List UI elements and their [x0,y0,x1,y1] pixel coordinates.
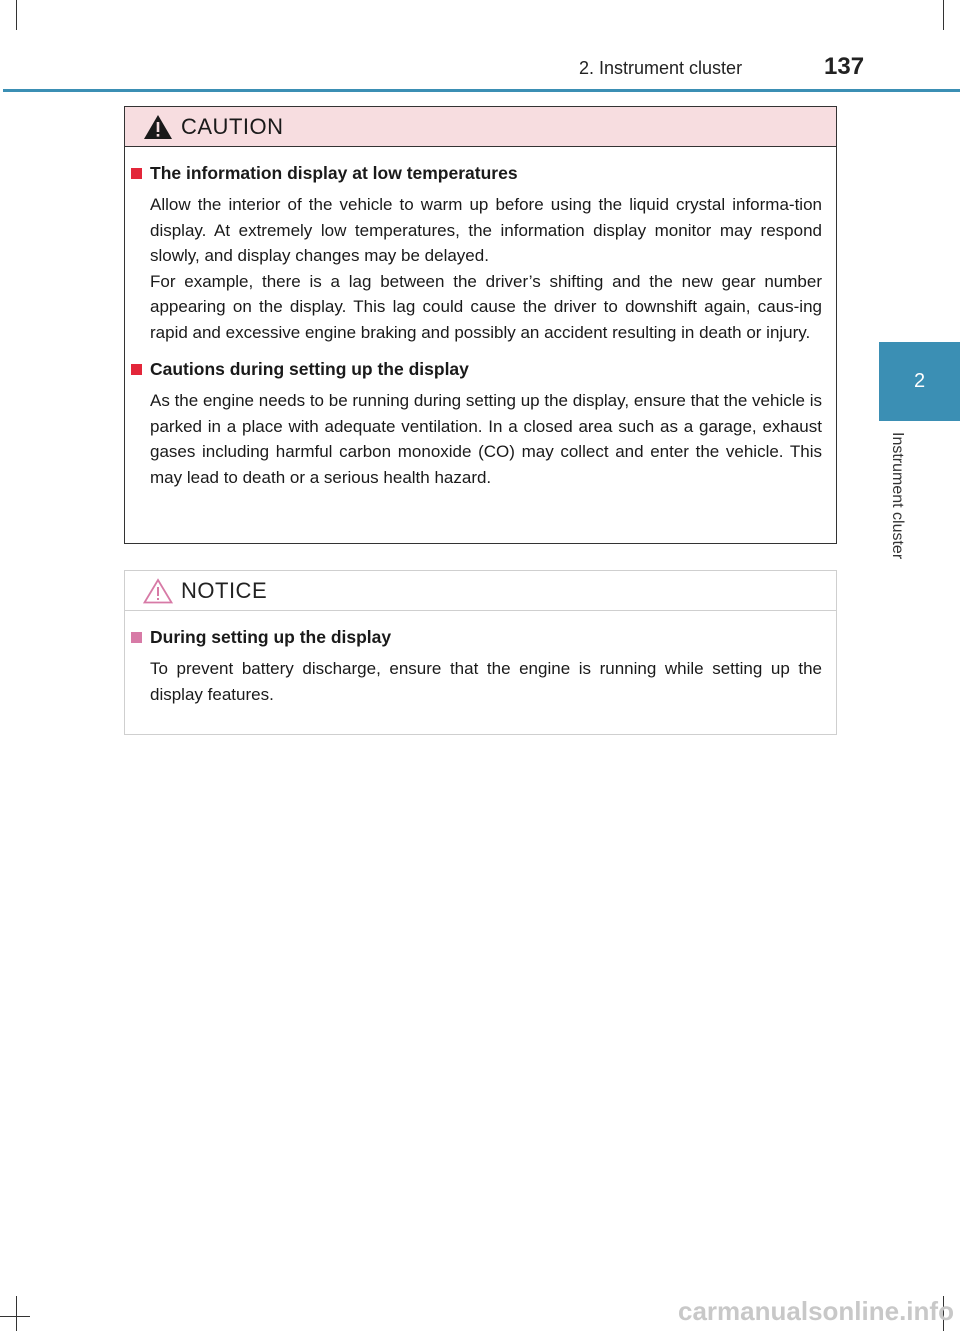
notice-box [124,570,837,735]
chapter-label: Instrument cluster [889,432,906,560]
caution-heading: CAUTION [181,113,284,139]
square-bullet-icon [131,168,142,179]
caution-item-title [131,359,822,380]
warning-triangle-icon [143,114,173,140]
chapter-tab [879,342,960,421]
warning-triangle-outline-icon [143,578,173,604]
notice-item-text [150,656,822,707]
notice-body [125,611,836,707]
notice-item-title-text: During setting up the display [150,627,392,647]
notice-item [131,627,822,707]
caution-item-text [150,388,822,490]
caution-box [124,106,837,544]
watermark: carmanualsonline.info [678,1296,954,1326]
caution-item-title-text: The information display at low temperatures [150,163,518,183]
paragraph: For example, there is a lag between the driver’s shifting and the new gear number appearing on the display. This lag could cause the driver to downshift again, caus-ing rapid and excessive engine braking and possibly an accident resulting in death or injury. [150,271,822,342]
square-bullet-icon [131,632,142,643]
caution-item [131,163,822,345]
notice-heading: NOTICE [181,577,268,603]
square-bullet-icon [131,364,142,375]
caution-item-text [150,192,822,345]
page-number: 137 [824,53,865,80]
paragraph: As the engine needs to be running during setting up the display, ensure that the vehicle is parked in a place with adequate ventilation. In a closed area such as a garage, exhaust gases including harmful carbon monoxide (CO) may collect and enter the vehicle. This may lead to death or a serious health hazard. [150,391,822,487]
header-rule [3,89,960,92]
caution-item [131,359,822,490]
chapter-number: 2 [913,370,926,392]
notice-header [125,571,836,611]
crop-mark [16,1296,17,1331]
crop-mark [16,0,17,30]
caution-item-title [131,163,822,184]
paragraph: Allow the interior of the vehicle to warm up before using the liquid crystal informa-tion display. At extremely low temperatures, the information display monitor may respond slowly, and display changes may be delayed. [150,195,822,265]
crop-mark [943,0,944,30]
paragraph: To prevent battery discharge, ensure that the engine is running while setting up the display features. [150,659,822,704]
notice-item-title [131,627,822,648]
caution-body [125,147,836,490]
caution-header [125,107,836,147]
crop-mark [0,1316,30,1317]
section-title: 2. Instrument cluster [579,58,743,78]
caution-item-title-text: Cautions during setting up the display [150,359,469,379]
